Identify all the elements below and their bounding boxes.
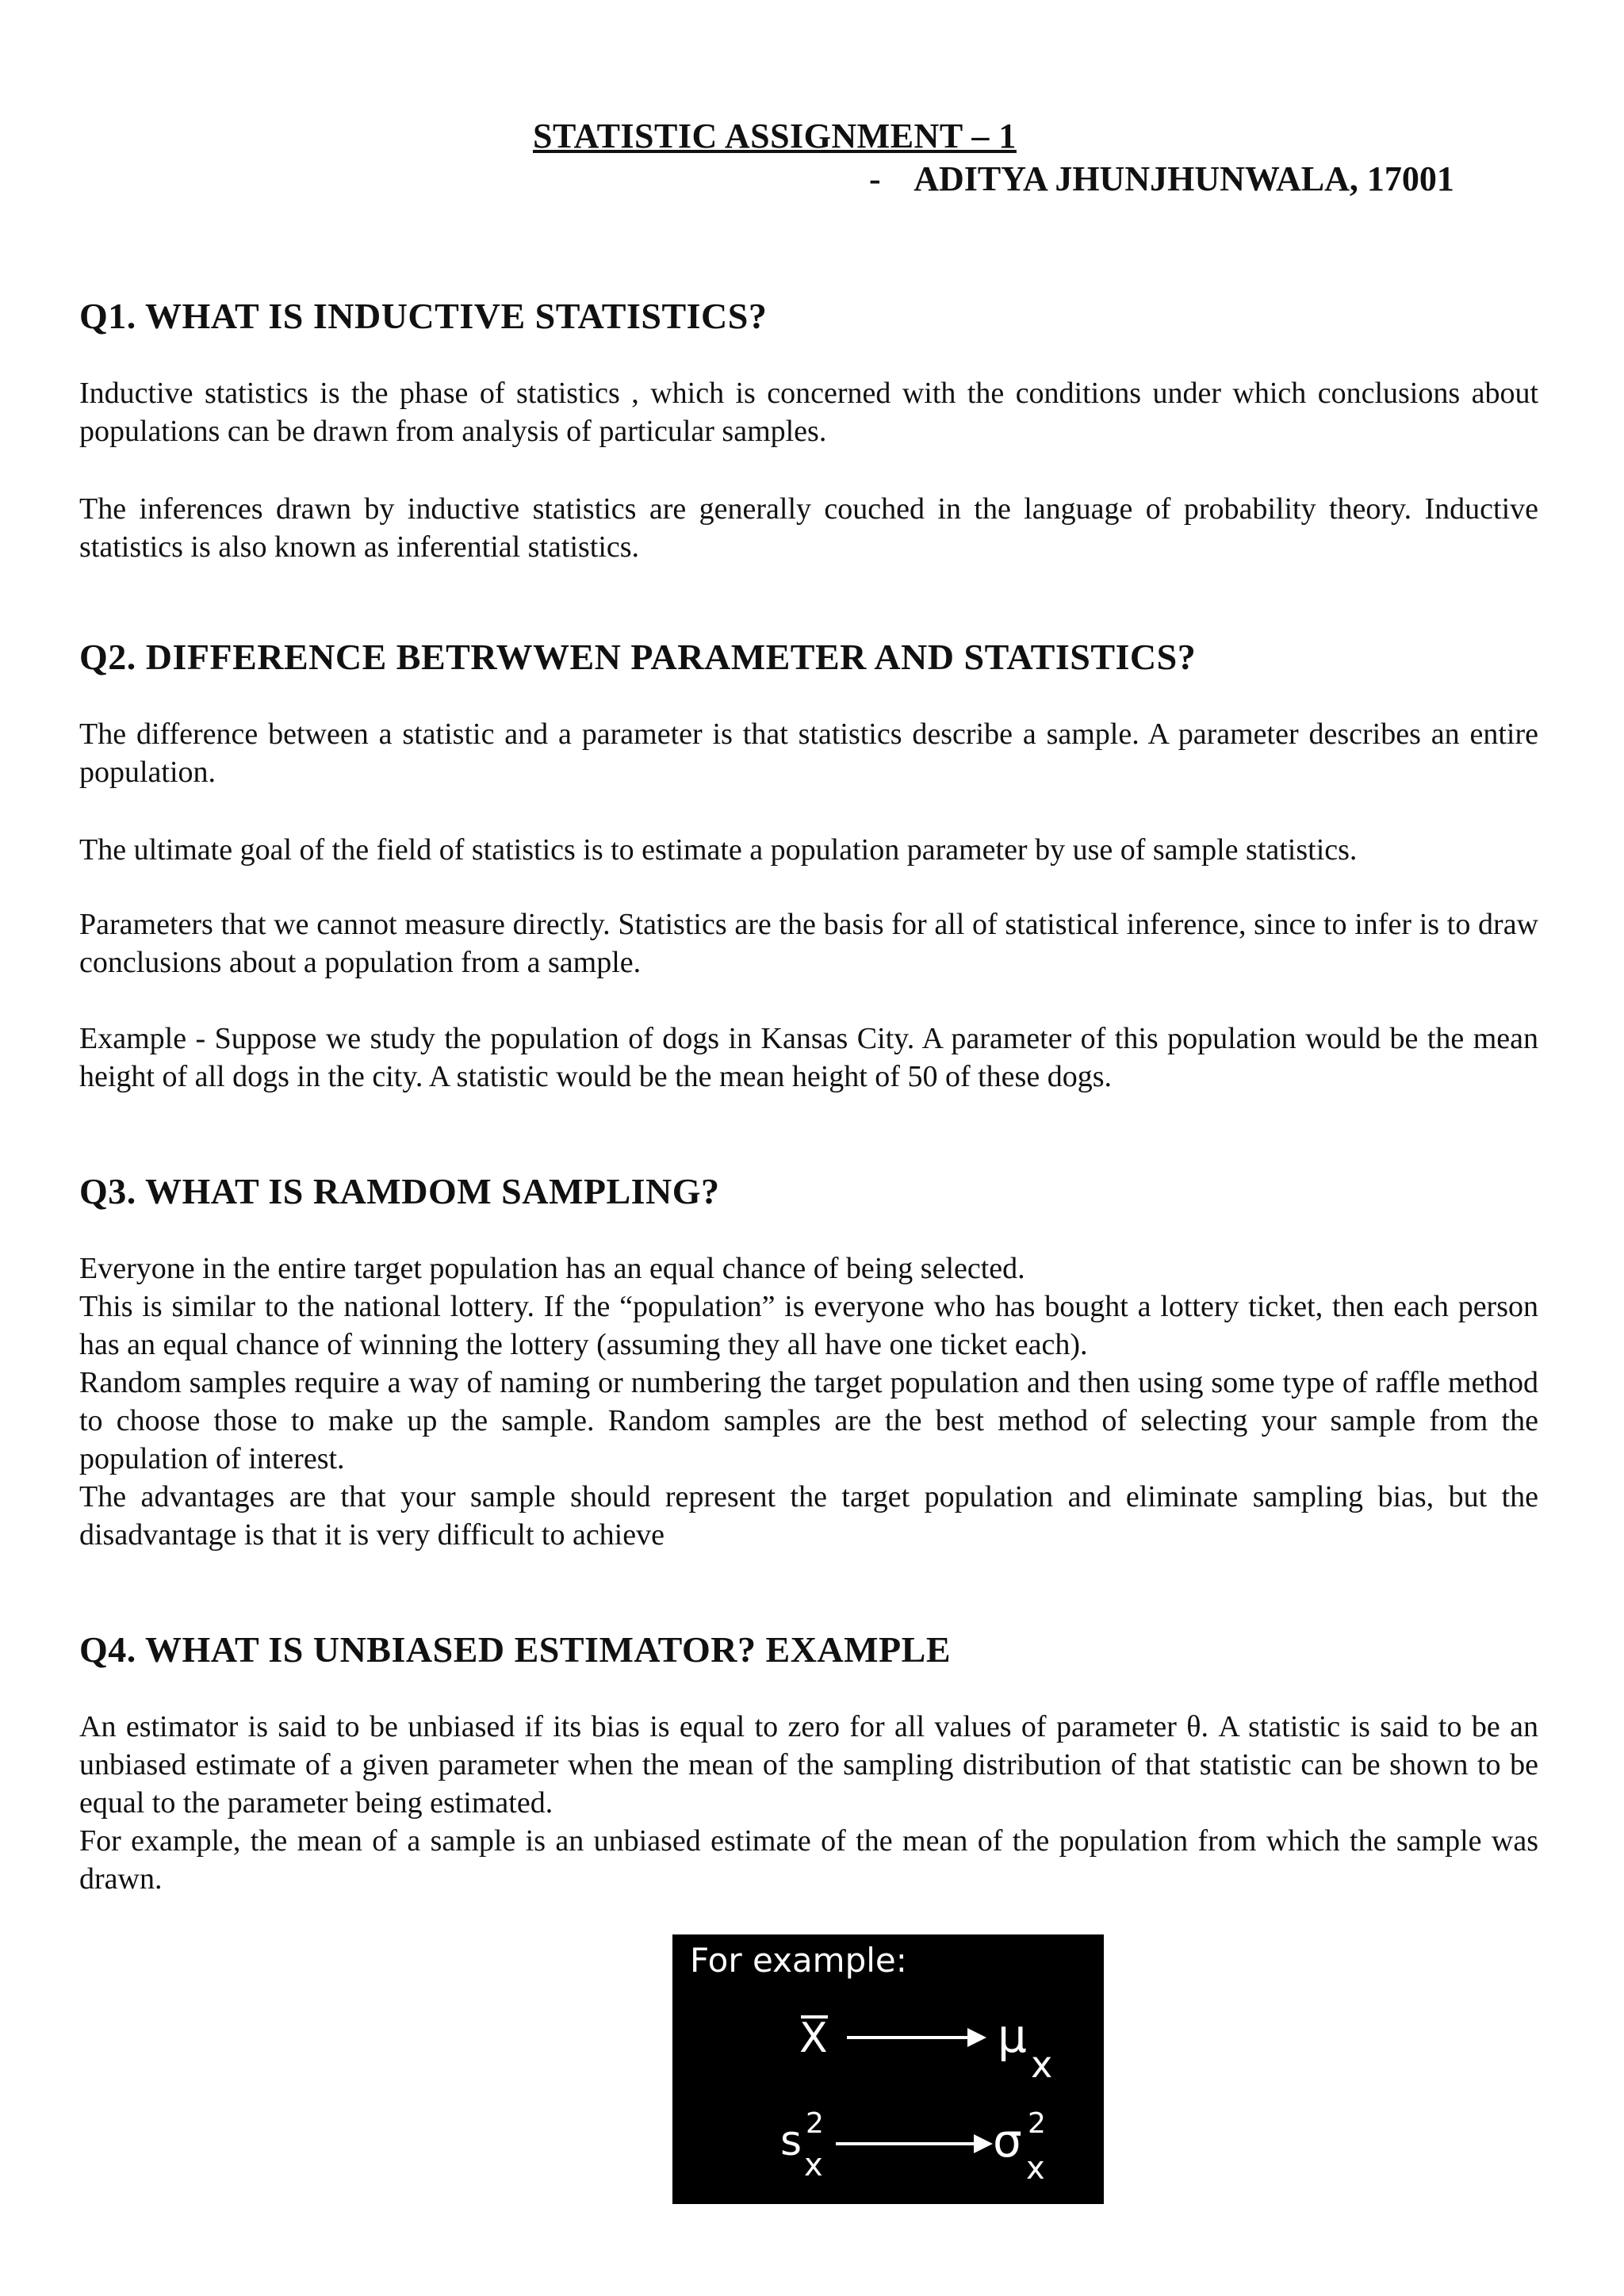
section-heading-q4: Q4. WHAT IS UNBIASED ESTIMATOR? EXAMPLE [79,1629,952,1670]
q3-paragraph-4: The advantages are that your sample should represent the target population and eliminate sampling bias, but the disadvantage is that it is very difficult to achieve [79,1480,1538,1552]
sample-mean-symbol: X [799,2015,828,2062]
sample-variance-subscript: x [804,2147,823,2183]
section-heading-q1: Q1. WHAT IS INDUCTIVE STATISTICS? [79,296,768,336]
q4-paragraph-1: An estimator is said to be unbiased if its bias is equal to zero for all values of parameter θ. A statistic is said to be an unbiased estimate of a given parameter when the mean of the sampling distribution of that statistic can be shown to be equal to the parameter being estimated. [79,1710,1538,1820]
q4-paragraph-2: For example, the mean of a sample is an unbiased estimate of the mean of the population from which the sample was drawn. [79,1824,1538,1896]
variance-estimator-row [672,2104,1104,2191]
q1-paragraph-1: Inductive statistics is the phase of statistics , which is concerned with the conditions under which conclusions about populations can be drawn from analysis of particular samples. [79,377,1538,448]
population-mean-symbol: μ [998,2009,1027,2063]
q3-paragraph-3: Random samples require a way of naming or numbering the target population and then using some type of raffle method to choose those to make up the sample. Random samples are the best method of selecting your sample from the population of interest. [79,1366,1538,1475]
q1-paragraph-2: The inferences drawn by inductive statistics are generally couched in the language of probability theory. Inductive statistics is also known as inferential statistics. [79,492,1538,564]
section-heading-q3: Q3. WHAT IS RAMDOM SAMPLING? [79,1171,720,1211]
mean-estimator-row [672,2001,1104,2088]
q3-paragraph-1: Everyone in the entire target population has an equal chance of being selected. [79,1252,1025,1285]
q2-paragraph-3: Parameters that we cannot measure directly. Statistics are the basis for all of statistical inference, since to infer is to draw conclusions about a population from a sample. [79,908,1538,979]
arrow-head-icon [967,2028,986,2047]
sample-variance-superscript: 2 [806,2107,824,2140]
document-title: STATISTIC ASSIGNMENT – 1 [533,117,1017,155]
q3-paragraph-2: This is similar to the national lottery. If the “population” is everyone who has bought a lottery ticket, then each person has an equal chance of winning the lottery (assuming they all have one ticket each). [79,1290,1538,1361]
population-variance-symbol: σ [993,2114,1022,2168]
population-variance-subscript: x [1026,2150,1045,2187]
variance-estimator-diagram [672,2104,1104,2191]
q2-paragraph-1: The difference between a statistic and a parameter is that statistics describe a sample. A parameter describes an entire population. [79,718,1538,789]
section-heading-q2: Q2. DIFFERENCE BETRWWEN PARAMETER AND STATISTICS? [79,637,1197,677]
population-variance-superscript: 2 [1028,2107,1046,2140]
arrow-head-icon [974,2134,993,2153]
sample-variance-symbol: s [780,2118,802,2165]
mean-subscript: x [1031,2043,1053,2086]
author-line: - ADITYA JHUNJHUNWALA, 17001 [869,159,1454,198]
mean-estimator-diagram [672,2001,1104,2088]
q2-paragraph-4: Example - Suppose we study the population of dogs in Kansas City. A parameter of this population would be the mean height of all dogs in the city. A statistic would be the mean height of 50 of these dogs. [79,1022,1538,1093]
q2-paragraph-2: The ultimate goal of the field of statistics is to estimate a population parameter by use of sample statistics. [79,833,1358,867]
estimator-example-figure [672,1934,1104,2204]
figure-label: For example: [690,1941,907,1980]
